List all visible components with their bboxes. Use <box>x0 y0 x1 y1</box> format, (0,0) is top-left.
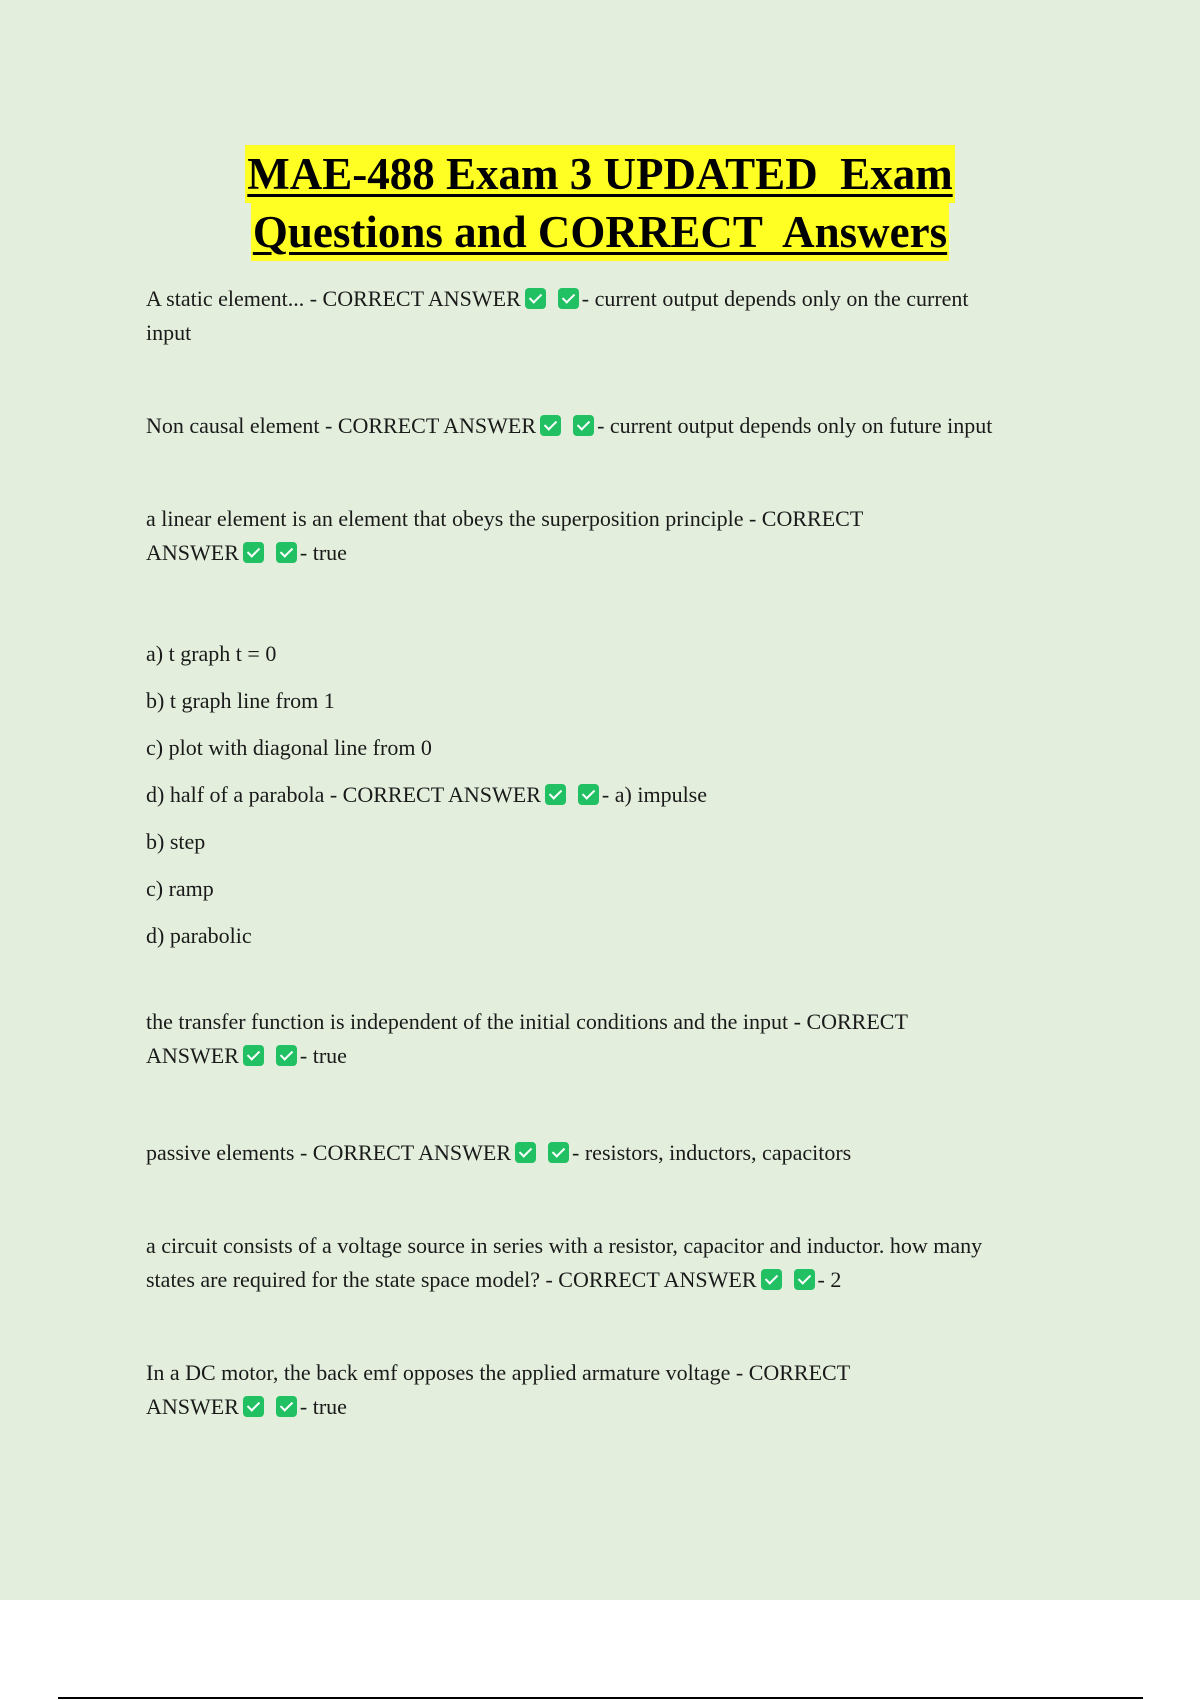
question-text: ANSWER <box>146 1394 239 1419</box>
question-text: a circuit consists of a voltage source in series with a resistor, capacitor and inductor. how many <box>146 1233 983 1258</box>
qa-line <box>146 771 1086 818</box>
qa-line <box>146 1263 1086 1297</box>
question-text: A static element... - CORRECT ANSWER <box>146 286 521 311</box>
qa-item-passive-elements <box>146 1136 1086 1170</box>
question-line: c) plot with diagonal line from 0 <box>146 735 432 760</box>
question-text: In a DC motor, the back emf opposes the applied armature voltage - CORRECT <box>146 1360 851 1385</box>
title-line-2: Questions and CORRECT Answers <box>251 203 949 261</box>
question-text: ANSWER <box>146 540 239 565</box>
qa-item-dc-motor <box>146 1356 1086 1424</box>
check-mark-icon <box>573 415 594 436</box>
question-line: a) t graph t = 0 <box>146 641 277 666</box>
answer-line: b) step <box>146 829 206 854</box>
check-mark-icon <box>548 1142 569 1163</box>
answer-text: - current output depends only on future input <box>597 413 993 438</box>
question-text: d) half of a parabola - CORRECT ANSWER <box>146 782 541 807</box>
check-mark-icon <box>578 784 599 805</box>
qa-line <box>146 536 1086 570</box>
answer-text: - true <box>299 540 347 565</box>
question-text: states are required for the state space model? - CORRECT ANSWER <box>146 1267 757 1292</box>
check-mark-icon <box>243 1396 264 1417</box>
check-mark-icon <box>761 1269 782 1290</box>
qa-item-linear-element <box>146 502 1086 570</box>
qa-line <box>146 1039 1086 1073</box>
check-mark-icon <box>545 784 566 805</box>
answer-text: - current output depends only on the current <box>581 286 969 311</box>
title-line-1: MAE-488 Exam 3 UPDATED Exam <box>245 145 954 203</box>
qa-item-non-causal <box>146 409 1086 443</box>
check-mark-icon <box>276 1396 297 1417</box>
check-mark-icon <box>243 1045 264 1066</box>
answer-text: - resistors, inductors, capacitors <box>572 1140 852 1165</box>
answer-line: c) ramp <box>146 876 214 901</box>
qa-item-circuit-states <box>146 1229 1086 1297</box>
footer-divider <box>58 1697 1143 1699</box>
qa-line <box>146 282 1086 316</box>
answer-text: input <box>146 320 192 345</box>
check-mark-icon <box>525 288 546 309</box>
check-mark-icon <box>794 1269 815 1290</box>
check-mark-icon <box>243 542 264 563</box>
qa-line <box>146 1390 1086 1424</box>
answer-text: - true <box>299 1043 347 1068</box>
qa-line <box>146 1136 1086 1170</box>
check-mark-icon <box>276 1045 297 1066</box>
question-text: the transfer function is independent of the initial conditions and the input - CORRECT <box>146 1009 908 1034</box>
qa-item-graphs <box>146 630 1086 959</box>
qa-item-static-element <box>146 282 1086 350</box>
answer-line: d) parabolic <box>146 923 252 948</box>
question-text: passive elements - CORRECT ANSWER <box>146 1140 512 1165</box>
question-text: Non causal element - CORRECT ANSWER <box>146 413 537 438</box>
answer-text: - 2 <box>817 1267 842 1292</box>
check-mark-icon <box>276 542 297 563</box>
qa-line <box>146 409 1086 443</box>
answer-text: - true <box>299 1394 347 1419</box>
qa-item-transfer-function <box>146 1005 1086 1073</box>
check-mark-icon <box>540 415 561 436</box>
question-line: b) t graph line from 1 <box>146 688 335 713</box>
answer-text: - a) impulse <box>601 782 708 807</box>
document-title <box>0 145 1200 261</box>
question-text: ANSWER <box>146 1043 239 1068</box>
check-mark-icon <box>515 1142 536 1163</box>
check-mark-icon <box>558 288 579 309</box>
question-text: a linear element is an element that obeys the superposition principle - CORRECT <box>146 506 864 531</box>
